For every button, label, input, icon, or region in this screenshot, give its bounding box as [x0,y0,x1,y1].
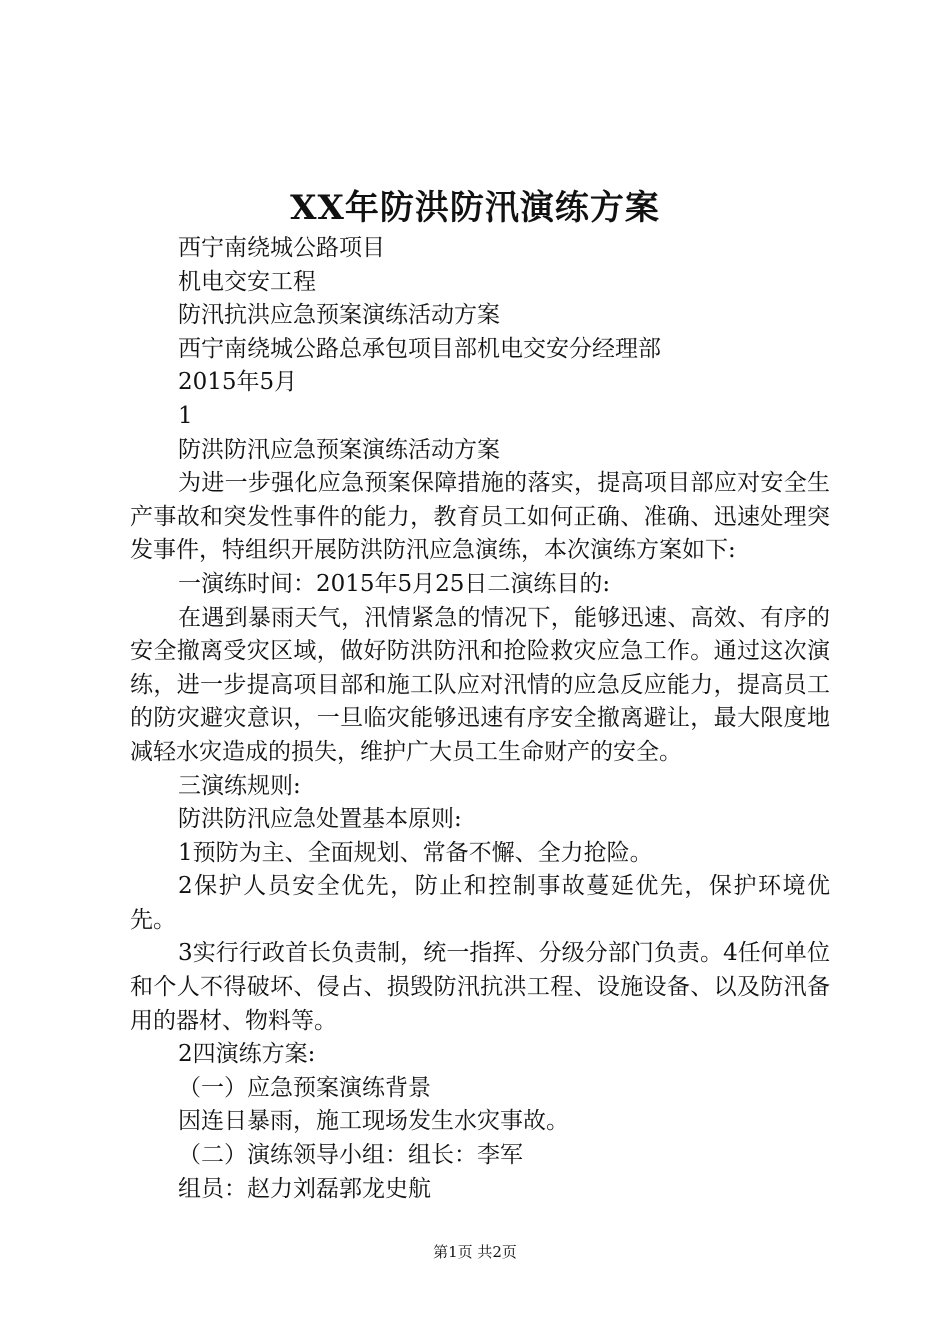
paragraph: 一演练时间：2015年5月25日二演练目的: [178,570,611,597]
paragraph: 为进一步强化应急预案保障措施的落实，提高项目部应对安全生产事故和突发性事件的能力，教育员工如何正确、准确、迅速处理突发事件，特组织开展防洪防汛应急演练，本次演练方案如下: [130,470,830,564]
paragraph: 2保护人员安全优先，防止和控制事故蔓延优先，保护环境优先。 [130,873,830,933]
paragraph: 组员：赵力刘磊郭龙史航 [178,1175,431,1202]
paragraph: 西宁南绕城公路项目 [178,235,385,261]
paragraph: 2015年5月 [178,369,298,396]
paragraph: 机电交安工程 [178,268,316,295]
paragraph: 防洪防汛应急处置基本原则: [178,806,462,833]
paragraph: 1预防为主、全面规划、常备不懈、全力抢险。 [178,839,653,866]
paragraph: 西宁南绕城公路总承包项目部机电交安分经理部 [178,335,661,362]
paragraph: 3实行行政首长负责制，统一指挥、分级分部门负责。4任何单位和个人不得破坏、侵占、损毁防汛抗洪工程、设施设备、以及防汛备用的器材、物料等。 [130,940,830,1034]
document-title: XX年防洪防汛演练方案 [290,188,660,228]
paragraph: 防洪防汛应急预案演练活动方案 [178,436,500,463]
paragraph: 1 [178,402,193,429]
paragraph: 在遇到暴雨天气，汛情紧急的情况下，能够迅速、高效、有序的安全撤离受灾区域，做好防洪防汛和抢险救灾应急工作。通过这次演练，进一步提高项目部和施工队应对汛情的应急反应能力，提高员工的防灾避灾意识，一旦临灾能够迅速有序安全撤离避让，最大限度地减轻水灾造成的损失，维护广大员工生命财产的安全。 [130,604,830,765]
page-footer: 第1页 共2页 [433,1243,517,1261]
paragraph: 2四演练方案: [178,1041,316,1068]
paragraph: （一）应急预案演练背景 [178,1074,431,1101]
paragraph: 因连日暴雨，施工现场发生水灾事故。 [178,1108,569,1135]
paragraph: 防汛抗洪应急预案演练活动方案 [178,302,500,329]
paragraph: 三演练规则: [178,772,301,799]
document-body [130,232,830,1206]
paragraph: （二）演练领导小组：组长：李军 [178,1142,523,1169]
